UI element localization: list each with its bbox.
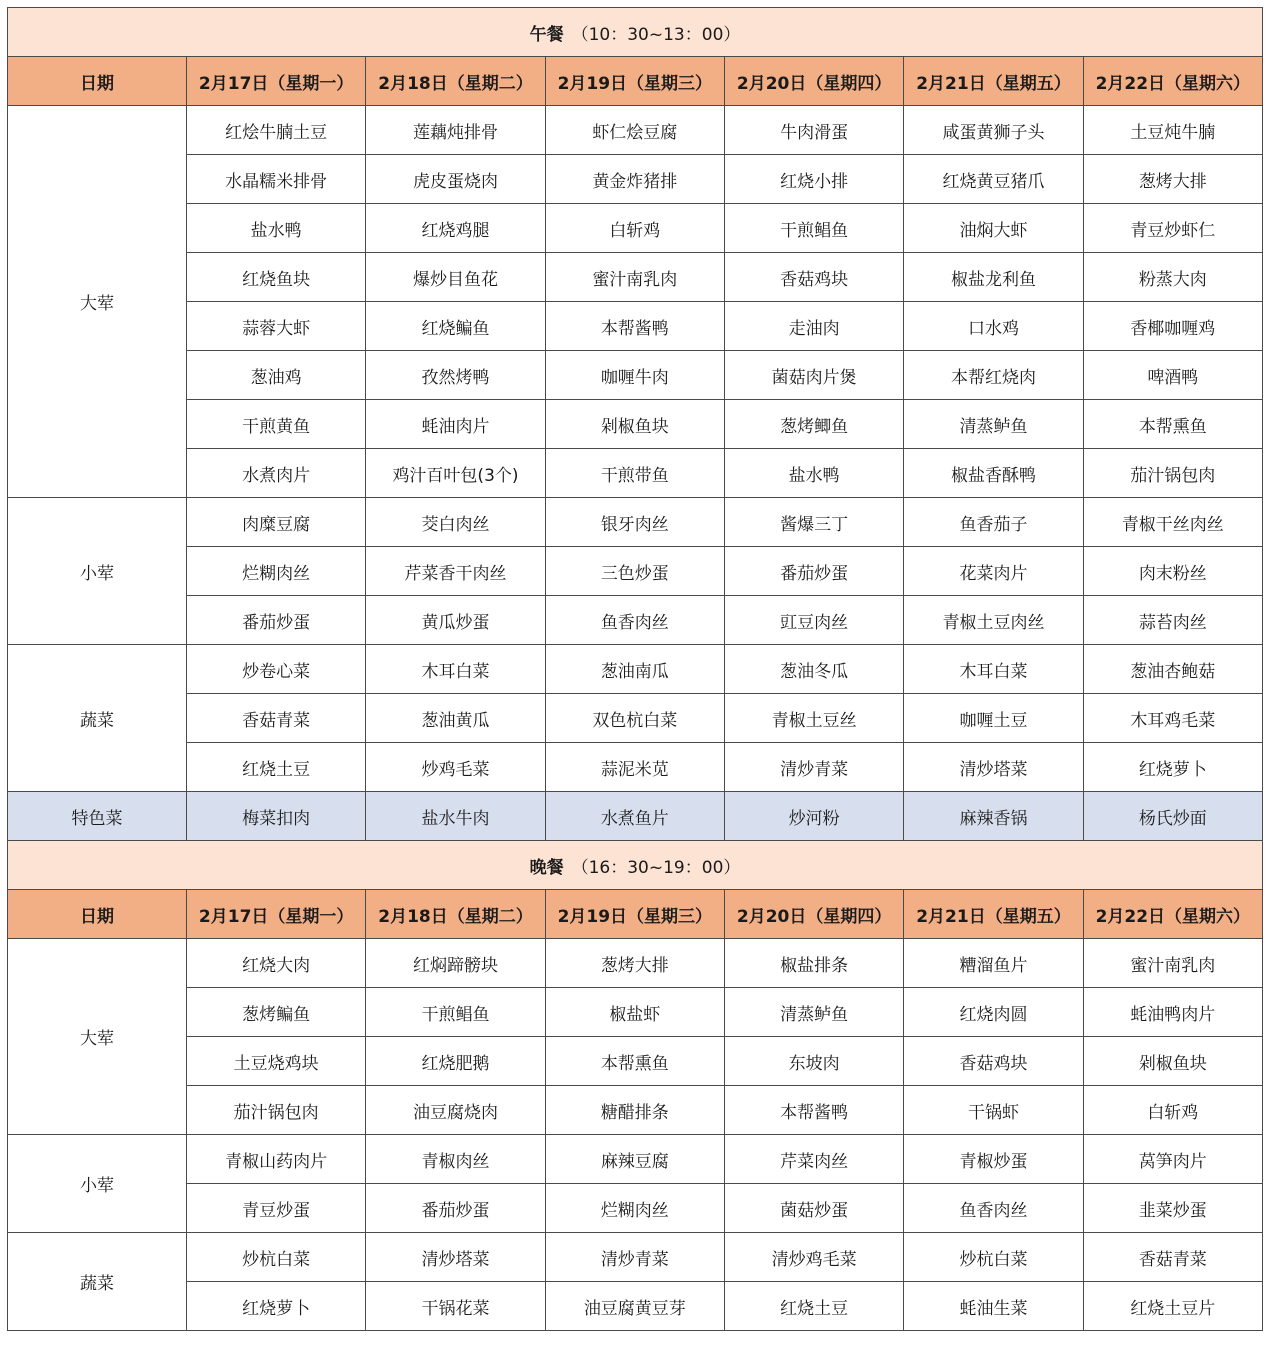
dish-cell: 肉末粉丝 [1083, 547, 1262, 596]
dish-cell: 红烧土豆 [724, 1282, 903, 1331]
category-label: 大荤 [8, 939, 187, 1135]
lunch-title [8, 8, 1263, 57]
dish-cell: 蚝油鸭肉片 [1083, 988, 1262, 1037]
dish-cell: 香菇鸡块 [724, 253, 903, 302]
lunch-title-row [8, 8, 1263, 57]
dish-cell: 本帮熏鱼 [545, 1037, 724, 1086]
dish-cell: 剁椒鱼块 [1083, 1037, 1262, 1086]
dish-cell: 豇豆肉丝 [724, 596, 903, 645]
date-header: 2月21日（星期五） [904, 890, 1083, 939]
dish-cell: 咸蛋黄狮子头 [904, 106, 1083, 155]
dish-cell: 葱油杏鲍菇 [1083, 645, 1262, 694]
category-label: 特色菜 [8, 792, 187, 841]
dish-cell: 本帮熏鱼 [1083, 400, 1262, 449]
dish-cell: 葱油鸡 [187, 351, 366, 400]
dish-cell: 清炒青菜 [545, 1233, 724, 1282]
dish-cell: 麻辣豆腐 [545, 1135, 724, 1184]
dish-cell: 干煎鲳鱼 [724, 204, 903, 253]
dish-cell: 鱼香茄子 [904, 498, 1083, 547]
dish-cell: 炒杭白菜 [904, 1233, 1083, 1282]
dish-cell: 爆炒目鱼花 [366, 253, 545, 302]
menu-row [8, 694, 1263, 743]
dish-cell: 番茄炒蛋 [366, 1184, 545, 1233]
date-header: 2月18日（星期二） [366, 890, 545, 939]
dish-cell: 韭菜炒蛋 [1083, 1184, 1262, 1233]
dish-cell: 蜜汁南乳肉 [545, 253, 724, 302]
dish-cell: 木耳白菜 [366, 645, 545, 694]
dish-cell: 油焖大虾 [904, 204, 1083, 253]
dish-cell: 番茄炒蛋 [724, 547, 903, 596]
category-label: 大荤 [8, 106, 187, 498]
dish-cell: 红烧大肉 [187, 939, 366, 988]
dish-cell: 芹菜香干肉丝 [366, 547, 545, 596]
date-header: 2月19日（星期三） [545, 890, 724, 939]
dish-cell: 蚝油生菜 [904, 1282, 1083, 1331]
dish-cell: 油豆腐烧肉 [366, 1086, 545, 1135]
dish-cell: 蒜泥米苋 [545, 743, 724, 792]
dish-cell: 红烧土豆片 [1083, 1282, 1262, 1331]
dish-cell: 清炒鸡毛菜 [724, 1233, 903, 1282]
dish-cell: 红烧萝卜 [1083, 743, 1262, 792]
dish-cell: 茭白肉丝 [366, 498, 545, 547]
dish-cell: 干锅花菜 [366, 1282, 545, 1331]
menu-row [8, 449, 1263, 498]
dish-cell: 青豆炒蛋 [187, 1184, 366, 1233]
menu-row [8, 743, 1263, 792]
dish-cell: 菌菇炒蛋 [724, 1184, 903, 1233]
lunch-menu-table [7, 7, 1263, 841]
dish-cell: 炒卷心菜 [187, 645, 366, 694]
dish-cell: 肉糜豆腐 [187, 498, 366, 547]
dish-cell: 青椒山药肉片 [187, 1135, 366, 1184]
date-header: 2月21日（星期五） [904, 57, 1083, 106]
dish-cell: 虾仁烩豆腐 [545, 106, 724, 155]
dish-cell: 椒盐龙利鱼 [904, 253, 1083, 302]
dish-cell: 黄瓜炒蛋 [366, 596, 545, 645]
dish-cell: 莲藕炖排骨 [366, 106, 545, 155]
dish-cell: 干煎黄鱼 [187, 400, 366, 449]
dish-cell: 鱼香肉丝 [904, 1184, 1083, 1233]
dish-cell: 啤酒鸭 [1083, 351, 1262, 400]
lunch-date-header-row [8, 57, 1263, 106]
dish-cell: 水煮肉片 [187, 449, 366, 498]
dish-cell: 干煎带鱼 [545, 449, 724, 498]
menu-row [8, 302, 1263, 351]
dish-cell: 葱烤大排 [545, 939, 724, 988]
dinner-title [8, 841, 1263, 890]
category-label: 蔬菜 [8, 1233, 187, 1331]
dish-cell: 三色炒蛋 [545, 547, 724, 596]
dish-cell: 红烧鸡腿 [366, 204, 545, 253]
dish-cell: 木耳白菜 [904, 645, 1083, 694]
dish-cell: 白斩鸡 [545, 204, 724, 253]
dish-cell: 木耳鸡毛菜 [1083, 694, 1262, 743]
dish-cell: 葱烤大排 [1083, 155, 1262, 204]
special-dish-cell: 麻辣香锅 [904, 792, 1083, 841]
dish-cell: 青椒炒蛋 [904, 1135, 1083, 1184]
date-header: 2月17日（星期一） [187, 890, 366, 939]
category-label: 小荤 [8, 1135, 187, 1233]
dish-cell: 鱼香肉丝 [545, 596, 724, 645]
dish-cell: 糖醋排条 [545, 1086, 724, 1135]
menu-row [8, 988, 1263, 1037]
dish-cell: 粉蒸大肉 [1083, 253, 1262, 302]
dish-cell: 蒜蓉大虾 [187, 302, 366, 351]
date-header: 2月18日（星期二） [366, 57, 545, 106]
dish-cell: 双色杭白菜 [545, 694, 724, 743]
menu-row [8, 596, 1263, 645]
dinner-title-row [8, 841, 1263, 890]
dish-cell: 莴笋肉片 [1083, 1135, 1262, 1184]
dish-cell: 菌菇肉片煲 [724, 351, 903, 400]
lunch-title-label: 午餐 [529, 24, 564, 45]
dish-cell: 红烧黄豆猪爪 [904, 155, 1083, 204]
dish-cell: 土豆烧鸡块 [187, 1037, 366, 1086]
dish-cell: 香椰咖喱鸡 [1083, 302, 1262, 351]
dish-cell: 干锅虾 [904, 1086, 1083, 1135]
menu-row [8, 1086, 1263, 1135]
dish-cell: 番茄炒蛋 [187, 596, 366, 645]
dish-cell: 茄汁锅包肉 [1083, 449, 1262, 498]
dish-cell: 咖喱牛肉 [545, 351, 724, 400]
dish-cell: 椒盐排条 [724, 939, 903, 988]
dish-cell: 盐水鸭 [187, 204, 366, 253]
dish-cell: 红烧鳊鱼 [366, 302, 545, 351]
dish-cell: 盐水鸭 [724, 449, 903, 498]
category-label: 小荤 [8, 498, 187, 645]
dish-cell: 芹菜肉丝 [724, 1135, 903, 1184]
dish-cell: 青椒干丝肉丝 [1083, 498, 1262, 547]
dish-cell: 油豆腐黄豆芽 [545, 1282, 724, 1331]
menu-row [8, 253, 1263, 302]
menu-row [8, 939, 1263, 988]
dish-cell: 本帮红烧肉 [904, 351, 1083, 400]
dinner-time: （16：30~19：00） [571, 857, 741, 878]
dish-cell: 红烧肉圆 [904, 988, 1083, 1037]
dish-cell: 牛肉滑蛋 [724, 106, 903, 155]
dish-cell: 清蒸鲈鱼 [904, 400, 1083, 449]
dinner-title-label: 晚餐 [529, 857, 564, 878]
menu-row [8, 155, 1263, 204]
dish-cell: 清蒸鲈鱼 [724, 988, 903, 1037]
special-dish-row [8, 792, 1263, 841]
menu-row [8, 645, 1263, 694]
dish-cell: 红烧萝卜 [187, 1282, 366, 1331]
dish-cell: 葱油黄瓜 [366, 694, 545, 743]
dish-cell: 烂糊肉丝 [187, 547, 366, 596]
dish-cell: 糟溜鱼片 [904, 939, 1083, 988]
dish-cell: 花菜肉片 [904, 547, 1083, 596]
dish-cell: 青椒土豆丝 [724, 694, 903, 743]
dish-cell: 葱油冬瓜 [724, 645, 903, 694]
dish-cell: 青豆炒虾仁 [1083, 204, 1262, 253]
menu-row [8, 1184, 1263, 1233]
date-column-label: 日期 [8, 890, 187, 939]
dish-cell: 本帮酱鸭 [545, 302, 724, 351]
menu-row [8, 1233, 1263, 1282]
menu-row [8, 351, 1263, 400]
date-header: 2月17日（星期一） [187, 57, 366, 106]
dish-cell: 蒜苔肉丝 [1083, 596, 1262, 645]
menu-row [8, 1282, 1263, 1331]
dish-cell: 炒鸡毛菜 [366, 743, 545, 792]
dish-cell: 清炒塔菜 [366, 1233, 545, 1282]
dish-cell: 孜然烤鸭 [366, 351, 545, 400]
special-dish-cell: 水煮鱼片 [545, 792, 724, 841]
dish-cell: 炒杭白菜 [187, 1233, 366, 1282]
dish-cell: 干煎鲳鱼 [366, 988, 545, 1037]
dish-cell: 蜜汁南乳肉 [1083, 939, 1262, 988]
dish-cell: 蚝油肉片 [366, 400, 545, 449]
date-header: 2月19日（星期三） [545, 57, 724, 106]
dish-cell: 茄汁锅包肉 [187, 1086, 366, 1135]
dish-cell: 咖喱土豆 [904, 694, 1083, 743]
dish-cell: 红烧土豆 [187, 743, 366, 792]
date-column-label: 日期 [8, 57, 187, 106]
dish-cell: 鸡汁百叶包(3个) [366, 449, 545, 498]
dish-cell: 剁椒鱼块 [545, 400, 724, 449]
menu-row [8, 1037, 1263, 1086]
special-dish-cell: 梅菜扣肉 [187, 792, 366, 841]
dinner-menu-table [7, 841, 1263, 1331]
dinner-date-header-row [8, 890, 1263, 939]
dish-cell: 清炒塔菜 [904, 743, 1083, 792]
dish-cell: 烂糊肉丝 [545, 1184, 724, 1233]
special-dish-cell: 炒河粉 [724, 792, 903, 841]
dish-cell: 口水鸡 [904, 302, 1083, 351]
dish-cell: 红烩牛腩土豆 [187, 106, 366, 155]
dish-cell: 东坡肉 [724, 1037, 903, 1086]
menu-row [8, 498, 1263, 547]
dish-cell: 清炒青菜 [724, 743, 903, 792]
menu-row [8, 400, 1263, 449]
date-header: 2月20日（星期四） [724, 890, 903, 939]
dish-cell: 水晶糯米排骨 [187, 155, 366, 204]
lunch-time: （10：30~13：00） [571, 24, 741, 45]
dish-cell: 青椒土豆肉丝 [904, 596, 1083, 645]
dish-cell: 白斩鸡 [1083, 1086, 1262, 1135]
dish-cell: 青椒肉丝 [366, 1135, 545, 1184]
dish-cell: 红烧鱼块 [187, 253, 366, 302]
special-dish-cell: 杨氏炒面 [1083, 792, 1262, 841]
dish-cell: 椒盐香酥鸭 [904, 449, 1083, 498]
dish-cell: 香菇鸡块 [904, 1037, 1083, 1086]
dish-cell: 香菇青菜 [1083, 1233, 1262, 1282]
dish-cell: 椒盐虾 [545, 988, 724, 1037]
dish-cell: 红烧小排 [724, 155, 903, 204]
dish-cell: 本帮酱鸭 [724, 1086, 903, 1135]
date-header: 2月22日（星期六） [1083, 57, 1262, 106]
dish-cell: 葱烤鳊鱼 [187, 988, 366, 1037]
category-label: 蔬菜 [8, 645, 187, 792]
dish-cell: 红焖蹄髈块 [366, 939, 545, 988]
dish-cell: 红烧肥鹅 [366, 1037, 545, 1086]
dish-cell: 虎皮蛋烧肉 [366, 155, 545, 204]
menu-document [7, 7, 1262, 1331]
special-dish-cell: 盐水牛肉 [366, 792, 545, 841]
dish-cell: 黄金炸猪排 [545, 155, 724, 204]
menu-row [8, 106, 1263, 155]
menu-row [8, 1135, 1263, 1184]
date-header: 2月22日（星期六） [1083, 890, 1262, 939]
menu-row [8, 547, 1263, 596]
dish-cell: 葱烤鲫鱼 [724, 400, 903, 449]
dish-cell: 土豆炖牛腩 [1083, 106, 1262, 155]
dish-cell: 酱爆三丁 [724, 498, 903, 547]
dish-cell: 葱油南瓜 [545, 645, 724, 694]
dish-cell: 走油肉 [724, 302, 903, 351]
menu-row [8, 204, 1263, 253]
dish-cell: 银牙肉丝 [545, 498, 724, 547]
dish-cell: 香菇青菜 [187, 694, 366, 743]
date-header: 2月20日（星期四） [724, 57, 903, 106]
